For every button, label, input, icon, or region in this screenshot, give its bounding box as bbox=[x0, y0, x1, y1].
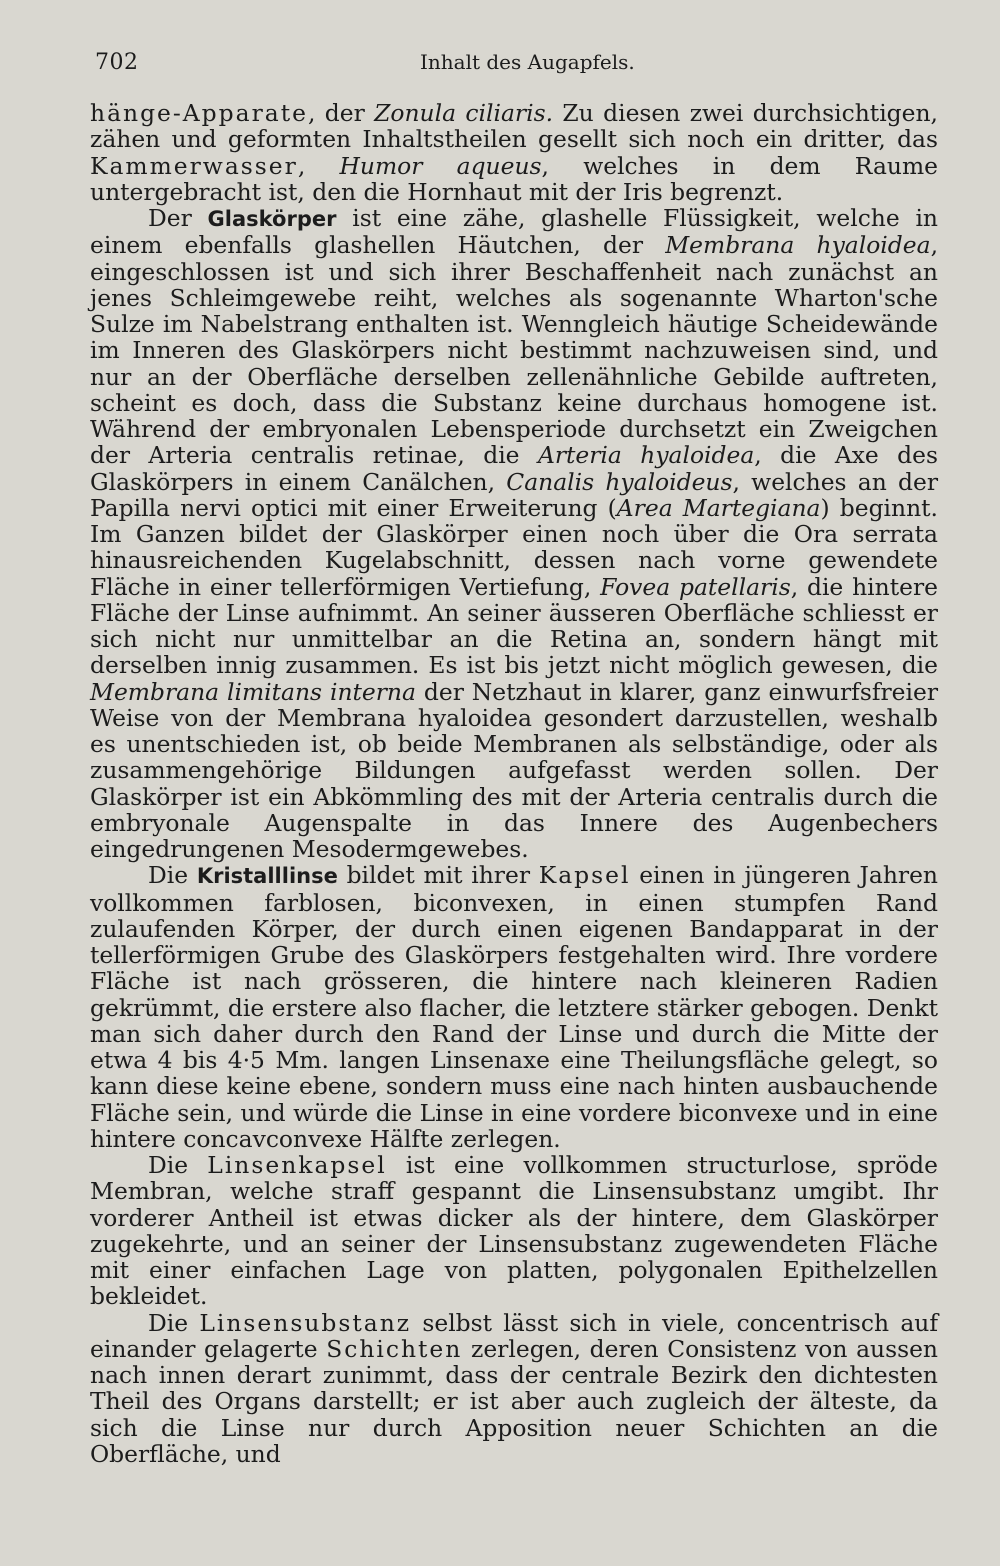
text-run: , eingeschlossen ist und sich ihrer Beschaffenheit nach zunächst an jenes Schleimgewebe reiht, welches als sogenannte Wharton'sche Sulze im Nabelstrang enthalten ist. Wenngleich häutige Scheidewände im Inneren des Glaskörpers nicht bestimmt nachzuweisen sind, und nur an der Oberfläche derselben zellenähnliche Gebilde auftreten, scheint es doch, dass die Substanz keine durchaus homogene ist. Während der embryonalen Lebensperiode durchsetzt ein Zweigchen der Arteria centralis retinae, die bbox=[90, 231, 938, 470]
paragraph bbox=[90, 100, 938, 205]
text-run: , welches in dem Raume untergebracht ist, den die Hornhaut mit der Iris begrenzt. bbox=[90, 151, 938, 206]
text-run: der Netzhaut in klarer, ganz einwurfsfreier Weise von der Membrana hyaloidea gesondert darzustellen, weshalb es unentschieden ist, ob beide Membranen als selbständige, oder als zusammengehörige Bildungen aufgefasst werden sollen. Der Glaskörper ist ein Abkömmling des mit der Arteria centralis durch die embryonale Augenspalte in das Innere des Augenbechers eingedrungenen Mesodermgewebes. bbox=[90, 677, 939, 863]
text-run: ist eine vollkommen structurlose, spröde Membran, welche straff gespannt die Linsensubstanz umgibt. Ihr vorderer Antheil ist etwas dicker als der hintere, dem Glaskörper zugekehrte, und an seiner der Linsensubstanz zugewendeten Fläche mit einer einfachen Lage von platten, polygonalen Epithelzellen bekleidet. bbox=[90, 1151, 938, 1311]
text-run: , bbox=[297, 151, 340, 180]
page-body bbox=[90, 100, 938, 1467]
italic-term: Area Martegiana bbox=[616, 493, 821, 522]
italic-term: Humor aqueus bbox=[339, 151, 542, 180]
bold-term: Kristalllinse bbox=[196, 864, 338, 889]
text-run: Die bbox=[148, 861, 197, 890]
italic-term: Zonula ciliaris. bbox=[374, 99, 554, 127]
page-number: 702 bbox=[95, 50, 139, 75]
italic-term: Canalis hyaloideus bbox=[506, 467, 733, 496]
text-run: Zu diesen zwei durchsichtigen, zähen und geformten Inhaltstheilen gesellt sich noch ein dritter, das bbox=[90, 99, 938, 154]
text-run: , welches an der Papilla nervi optici mit einer Erweiterung ( bbox=[90, 467, 939, 522]
italic-term: Membrana hyaloidea bbox=[665, 231, 931, 260]
text-run: zerlegen, deren Consistenz von aussen nach innen derart zunimmt, dass der centrale Bezirk den dichtesten Theil des Organs darstellt; er ist aber auch zugleich der älteste, da sich die Linse nur durch Apposition neuer Schichten an die Oberfläche, und bbox=[90, 1334, 939, 1468]
paragraph bbox=[90, 205, 938, 862]
italic-term: Fovea patellaris bbox=[600, 572, 791, 601]
paragraph bbox=[90, 1310, 938, 1468]
text-run: bildet mit ihrer bbox=[337, 861, 539, 890]
text-run: Der bbox=[148, 204, 208, 232]
text-run: Die bbox=[148, 1308, 200, 1337]
running-title: Inhalt des Augapfels. bbox=[420, 50, 635, 74]
italic-term: Membrana limitans interna bbox=[90, 677, 416, 706]
text-run: , die Axe des Glaskörpers in einem Canälchen, bbox=[90, 441, 938, 496]
italic-term: Arteria hyaloidea bbox=[537, 441, 755, 470]
text-run: , die hintere Fläche der Linse aufnimmt. An seiner äusseren Oberfläche schliesst er sich nicht nur unmittelbar an die Retina an, sondern hängt mit derselben innig zusammen. Es ist bis jetzt nicht möglich gewesen, die bbox=[90, 572, 938, 680]
text-run: ) beginnt. Im Ganzen bildet der Glaskörper einen noch über die Ora serrata hinausreichenden Kugelabschnitt, dessen nach vorne gewendete Fläche in einer tellerförmigen Vertiefung, bbox=[90, 493, 938, 601]
text-run: einen in jüngeren Jahren vollkommen farblosen, biconvexen, in einen stumpfen Rand zulaufenden Körper, der durch einen eigenen Bandapparat in der tellerförmigen Grube des Glaskörpers festgehalten wird. Ihre vordere Fläche ist nach grösseren, die hintere nach kleineren Radien gekrümmt, die erstere also flacher, die letztere stärker gebogen. Denkt man sich daher durch den Rand der Linse und durch die Mitte der etwa 4 bis 4·5 Mm. langen Linsenaxe eine Theilungsfläche gelegt, so kann diese keine ebene, sondern muss eine nach hinten ausbauchende Fläche sein, und würde die Linse in eine vordere biconvexe und in eine hintere concavconvexe Hälfte zerlegen. bbox=[90, 861, 938, 1153]
spaced-term: hänge-Apparate bbox=[90, 99, 308, 127]
spaced-term: Kammerwasser bbox=[90, 151, 298, 180]
spaced-term: Linsensubstanz bbox=[199, 1308, 412, 1337]
spaced-term: Schichten bbox=[326, 1334, 463, 1363]
bold-term: Glaskörper bbox=[207, 207, 337, 231]
page-header bbox=[95, 50, 935, 86]
spaced-term: Linsenkapsel bbox=[207, 1151, 387, 1179]
text-run: selbst lässt sich in viele, concentrisch auf einander gelagerte bbox=[90, 1308, 938, 1363]
paragraph bbox=[90, 1152, 938, 1310]
text-run: Die bbox=[148, 1151, 208, 1179]
text-run: ist eine zähe, glashelle Flüssigkeit, welche in einem ebenfalls glashellen Häutchen, der bbox=[90, 204, 938, 260]
text-run: , der bbox=[307, 99, 375, 127]
spaced-term: Kapsel bbox=[538, 861, 631, 890]
paragraph bbox=[90, 862, 938, 1152]
